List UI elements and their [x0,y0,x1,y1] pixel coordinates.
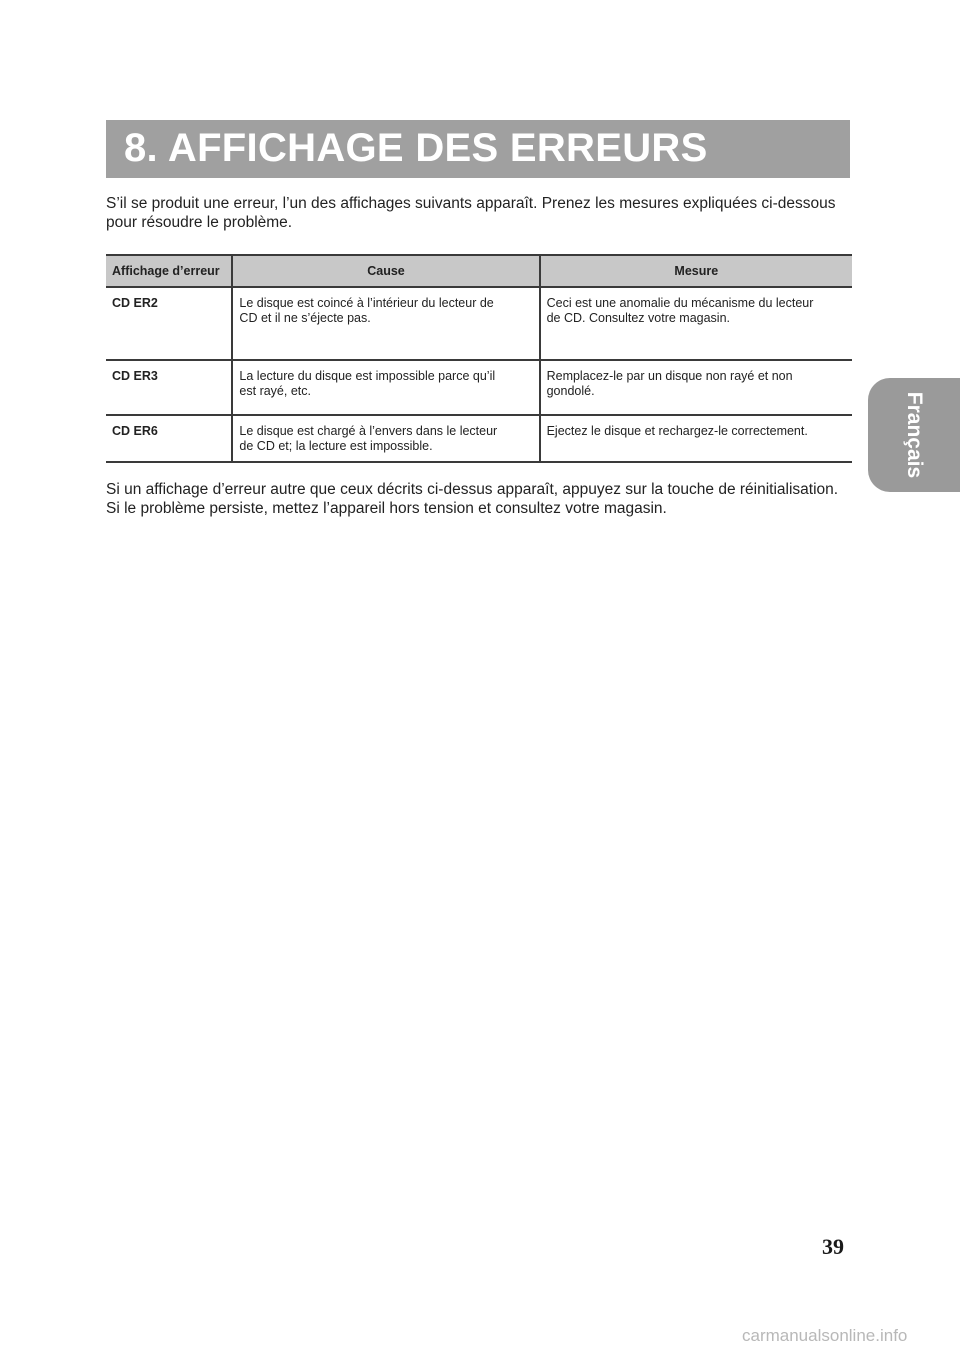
error-mesure [540,360,852,415]
intro-paragraph [106,194,856,232]
outro-paragraph [106,480,866,518]
error-cause [232,415,539,462]
section-title: 8. AFFICHAGE DES ERREURS [124,126,708,170]
error-code: CD ER6 [106,415,232,462]
mesure-line: Ceci est une anomalie du mécanisme du lecteur [546,296,814,310]
watermark-text: carmanualsonline.info [742,1326,908,1345]
table-row [106,360,852,415]
language-tab-label: Français [903,391,926,479]
header-mesure: Mesure [540,255,852,287]
page-number: 39 [822,1234,844,1259]
error-mesure [540,287,852,360]
mesure-line: Remplacez-le par un disque non rayé et non [546,369,793,383]
mesure-line: de CD. Consultez votre magasin. [546,311,731,325]
error-code: CD ER2 [106,287,232,360]
table-row [106,415,852,462]
header-cause: Cause [232,255,539,287]
mesure-line: gondolé. [546,384,595,398]
outro-line: Si un affichage d’erreur autre que ceux décrits ci-dessus apparaît, appuyez sur la touche de réinitialisation. [106,481,839,498]
cause-line: Le disque est chargé à l’envers dans le lecteur [239,424,498,438]
cause-line: est rayé, etc. [239,384,311,398]
cause-line: Le disque est coincé à l’intérieur du lecteur de [239,296,494,310]
language-tab [868,378,960,492]
outro-line: Si le problème persiste, mettez l’appareil hors tension et consultez votre magasin. [106,500,667,517]
intro-line: pour résoudre le problème. [106,214,293,231]
table-header-row [106,255,852,287]
section-title-bar [106,120,850,178]
error-display-table [106,254,852,463]
error-code: CD ER3 [106,360,232,415]
table-row [106,287,852,360]
cause-line: La lecture du disque est impossible parce qu’il [239,369,496,383]
cause-line: de CD et; la lecture est impossible. [239,439,433,453]
intro-line: S’il se produit une erreur, l’un des affichages suivants apparaît. Prenez les mesures expliquées ci-dessous [106,195,836,212]
mesure-line: Ejectez le disque et rechargez-le correctement. [546,424,808,438]
cause-line: CD et il ne s’éjecte pas. [239,311,371,325]
error-cause [232,360,539,415]
header-affichage: Affichage d’erreur [106,255,232,287]
error-mesure [540,415,852,462]
error-cause [232,287,539,360]
